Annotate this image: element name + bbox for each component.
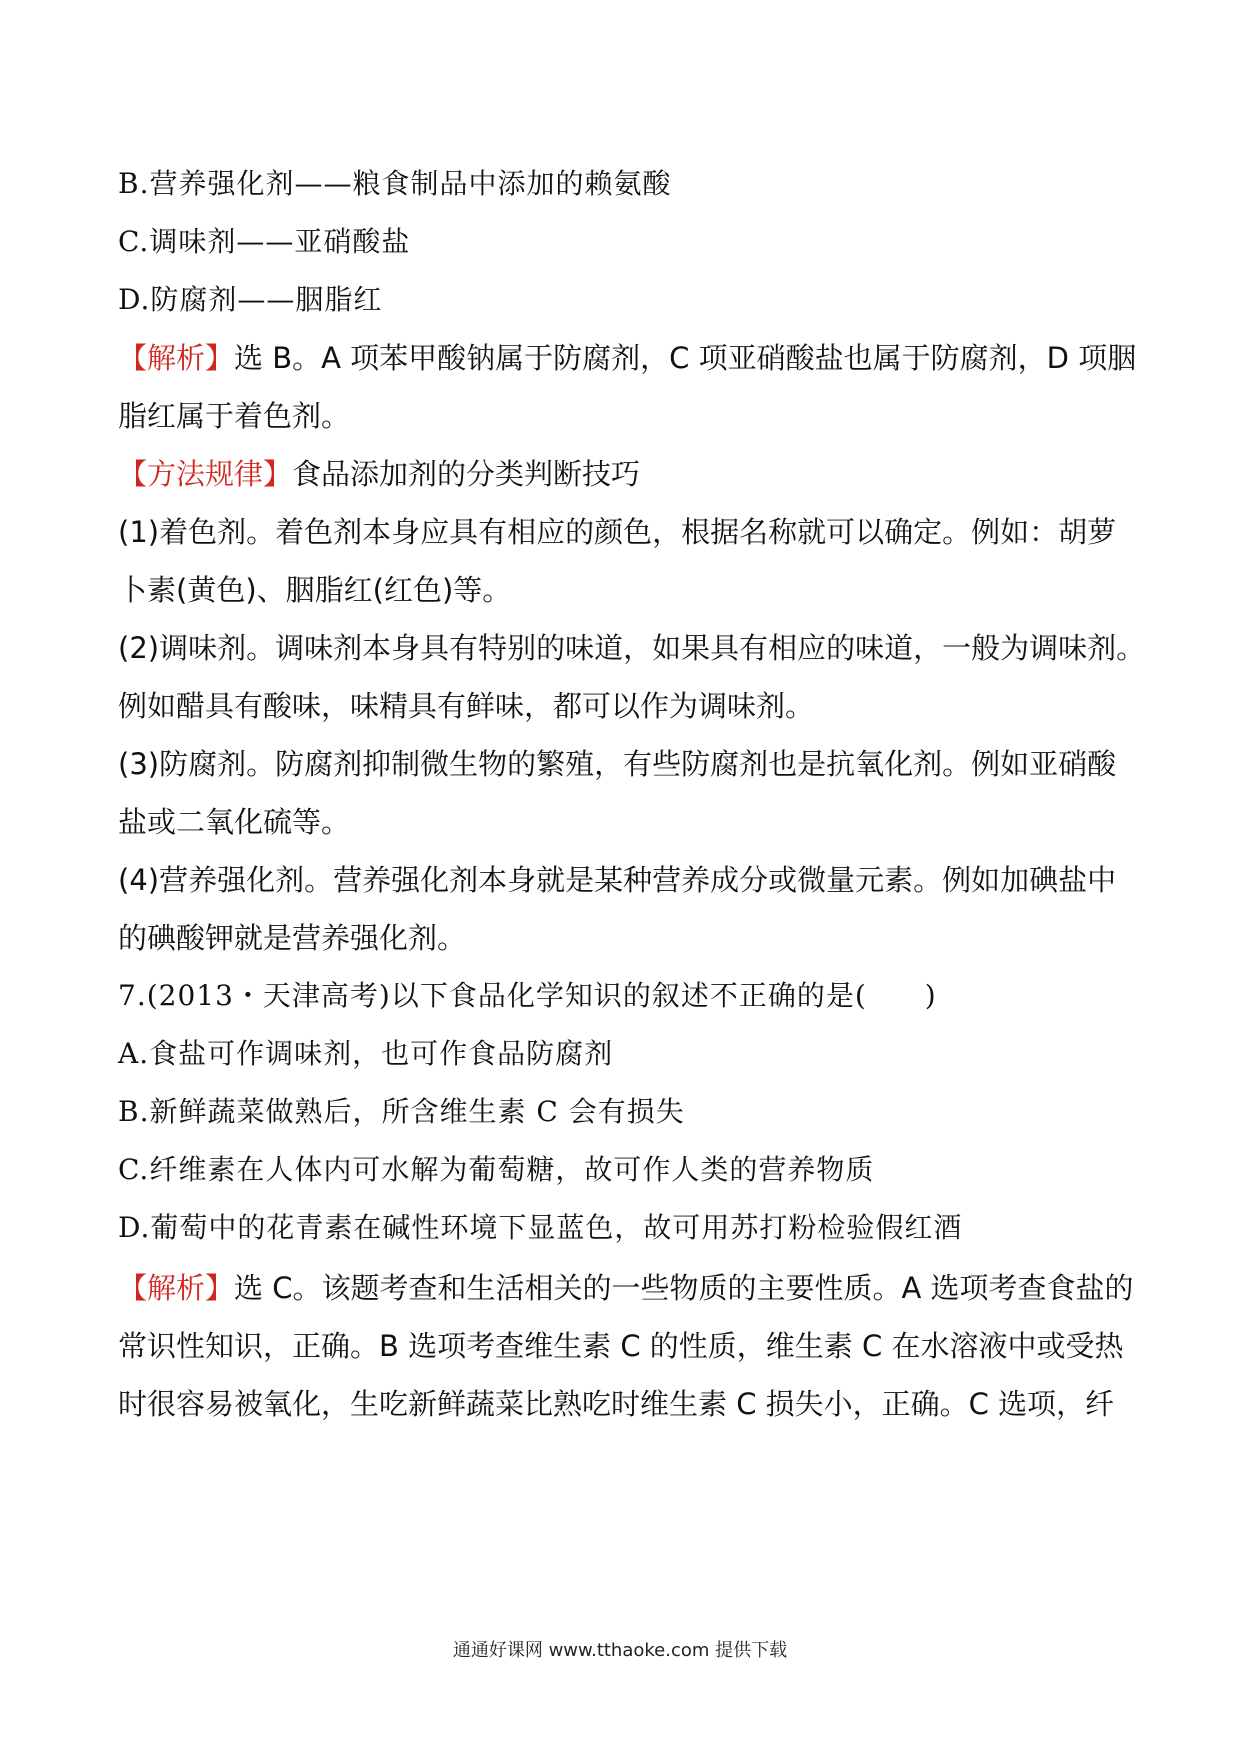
rule-4-line2: 的碘酸钾就是营养强化剂。 xyxy=(118,921,467,955)
rule-3-line2: 盐或二氧化硫等。 xyxy=(118,805,351,839)
option-d-prev: D.防腐剂——胭脂红 xyxy=(118,283,383,316)
analysis-1-line2: 脂红属于着色剂。 xyxy=(118,399,351,433)
question-7-option-d: D.葡萄中的花青素在碱性环境下显蓝色，故可用苏打粉检验假红酒 xyxy=(118,1211,963,1244)
question-7-option-c: C.纤维素在人体内可水解为葡萄糖，故可作人类的营养物质 xyxy=(118,1153,875,1186)
analysis-1-line1 xyxy=(118,336,1137,377)
method-title: 食品添加剂的分类判断技巧 xyxy=(292,457,641,491)
analysis-text: 选 C。该题考查和生活相关的一些物质的主要性质。A 选项考查食盐的 xyxy=(234,1271,1134,1305)
method-heading xyxy=(118,452,1128,493)
page-footer: 通通好课网 www.tthaoke.com 提供下载 xyxy=(452,1640,788,1661)
method-tag: 【方法规律】 xyxy=(118,457,293,491)
analysis-2-line3: 时很容易被氧化，生吃新鲜蔬菜比熟吃时维生素 C 损失小，正确。C 选项，纤 xyxy=(118,1387,1115,1421)
option-c-prev: C.调味剂——亚硝酸盐 xyxy=(118,225,411,258)
rule-2-line1: (2)调味剂。调味剂本身具有特别的味道，如果具有相应的味道，一般为调味剂。 xyxy=(118,631,1146,665)
rule-1-line1: (1)着色剂。着色剂本身应具有相应的颜色，根据名称就可以确定。例如：胡萝 xyxy=(118,515,1117,549)
question-7-stem: 7.(2013・天津高考)以下食品化学知识的叙述不正确的是( ) xyxy=(118,979,937,1012)
rule-1-line2: 卜素(黄色)、胭脂红(红色)等。 xyxy=(118,573,512,607)
question-7-option-a: A.食盐可作调味剂，也可作食品防腐剂 xyxy=(118,1037,614,1070)
option-b-prev: B.营养强化剂——粮食制品中添加的赖氨酸 xyxy=(118,167,672,200)
analysis-tag: 【解析】 xyxy=(118,341,235,375)
rule-2-line2: 例如醋具有酸味，味精具有鲜味，都可以作为调味剂。 xyxy=(118,689,815,723)
rule-3-line1: (3)防腐剂。防腐剂抑制微生物的繁殖，有些防腐剂也是抗氧化剂。例如亚硝酸 xyxy=(118,747,1117,781)
analysis-2-line1 xyxy=(118,1266,1134,1307)
rule-4-line1: (4)营养强化剂。营养强化剂本身就是某种营养成分或微量元素。例如加碘盐中 xyxy=(118,863,1117,897)
analysis-tag: 【解析】 xyxy=(118,1271,235,1305)
analysis-2-line2: 常识性知识，正确。B 选项考查维生素 C 的性质，维生素 C 在水溶液中或受热 xyxy=(118,1329,1124,1363)
question-7-option-b: B.新鲜蔬菜做熟后，所含维生素 C 会有损失 xyxy=(118,1095,685,1128)
analysis-text: 选 B。A 项苯甲酸钠属于防腐剂，C 项亚硝酸盐也属于防腐剂，D 项胭 xyxy=(234,341,1137,375)
